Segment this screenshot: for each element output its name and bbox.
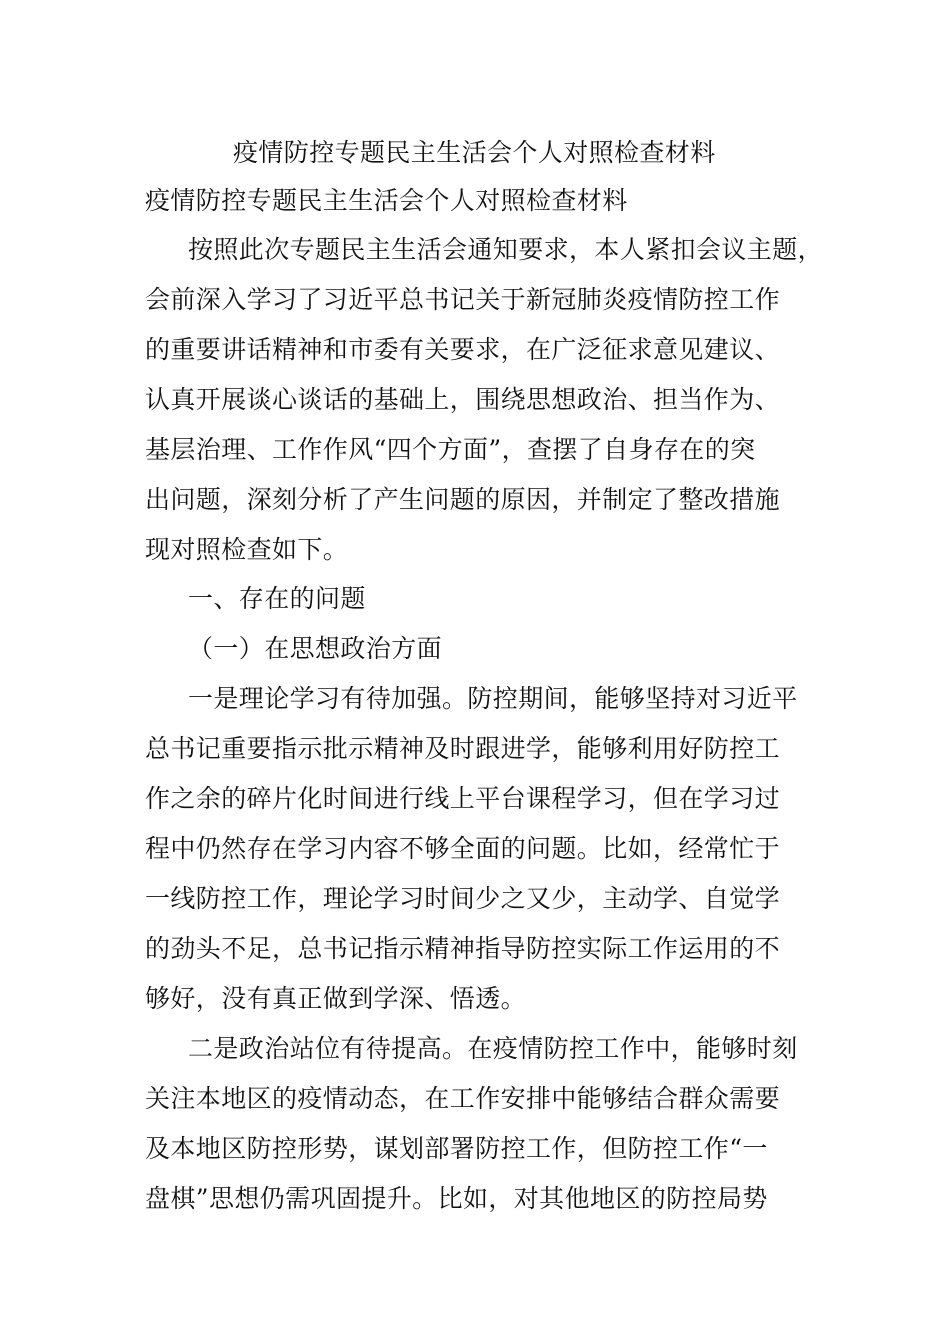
paragraph-line: 程中仍然存在学习内容不够全面的问题。比如，经常忙于 (145, 834, 781, 863)
subsection-heading: （一）在思想政治方面 (188, 634, 443, 663)
paragraph-line: 认真开展谈心谈话的基础上，围绕思想政治、担当作为、 (145, 385, 781, 414)
paragraph-line: 基层治理、工作作风“四个方面”，查摆了自身存在的突 (145, 435, 756, 464)
paragraph-line: 关注本地区的疫情动态，在工作安排中能够结合群众需要 (145, 1084, 781, 1113)
paragraph-line: 的劲头不足，总书记指示精神指导防控实际工作运用的不 (145, 934, 781, 963)
document-subtitle: 疫情防控专题民主生活会个人对照检查材料 (145, 186, 628, 215)
paragraph-line: 作之余的碎片化时间进行线上平台课程学习，但在学习过 (145, 784, 781, 813)
paragraph-line: 按照此次专题民主生活会通知要求，本人紧扣会议主题， (188, 235, 824, 264)
paragraph-line: 的重要讲话精神和市委有关要求，在广泛征求意见建议、 (145, 335, 781, 364)
paragraph-line: 现对照检查如下。 (145, 535, 349, 564)
paragraph-line: 及本地区防控形势，谋划部署防控工作，但防控工作“一 (145, 1134, 768, 1163)
paragraph-line: 出问题，深刻分析了产生问题的原因，并制定了整改措施 (145, 485, 781, 514)
paragraph-line: 够好，没有真正做到学深、悟透。 (145, 984, 527, 1013)
paragraph-line: 一是理论学习有待加强。防控期间，能够坚持对习近平 (188, 684, 798, 713)
section-heading: 一、存在的问题 (188, 584, 366, 613)
paragraph-line: 总书记重要指示批示精神及时跟进学，能够利用好防控工 (145, 734, 781, 763)
paragraph-line: 盘棋”思想仍需巩固提升。比如，对其他地区的防控局势 (145, 1184, 768, 1213)
document-title: 疫情防控专题民主生活会个人对照检查材料 (233, 138, 716, 167)
paragraph-line: 一线防控工作，理论学习时间少之又少，主动学、自觉学 (145, 884, 781, 913)
paragraph-line: 会前深入学习了习近平总书记关于新冠肺炎疫情防控工作 (145, 285, 781, 314)
paragraph-line: 二是政治站位有待提高。在疫情防控工作中，能够时刻 (188, 1034, 798, 1063)
